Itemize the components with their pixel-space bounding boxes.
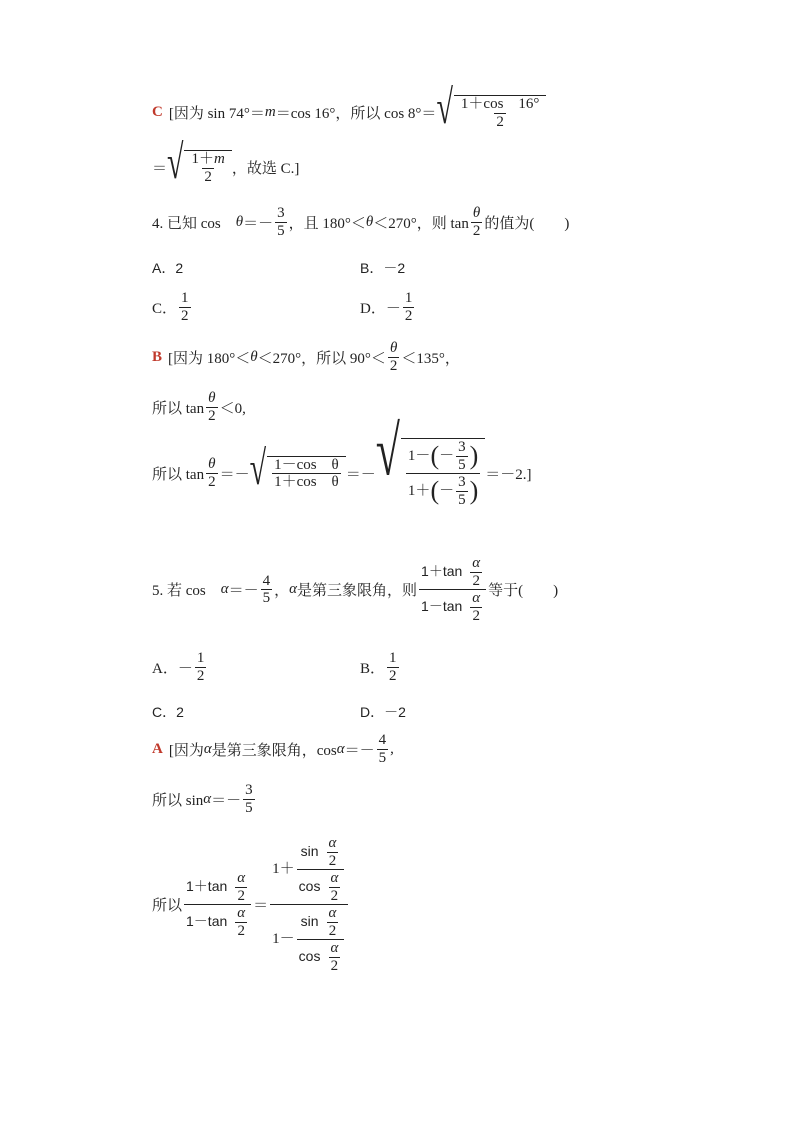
- var-theta: θ: [235, 213, 244, 230]
- text: ＝: [152, 161, 168, 177]
- q5-option-a: A．－ $\frac{1}{2}$: [152, 650, 205, 684]
- text: ，且 180°＜: [288, 215, 366, 232]
- question-4-stem: [152, 205, 569, 239]
- solution-5-line-2: 所以 sin α ＝－ $\frac{3}{5}$: [152, 782, 253, 816]
- q4-option-b: B．－2: [360, 260, 406, 276]
- solution-5-line-1: A [因为 α 是第三象限角，cos α ＝－ $\frac{4}{5}$ ,: [152, 732, 394, 766]
- numerator: 1＋cos 16°: [460, 96, 540, 112]
- text: 的值为( ): [484, 215, 570, 232]
- q5-option-b: B． $\frac{1}{2}$: [360, 650, 397, 684]
- var-theta: θ: [365, 213, 374, 230]
- var-m: m: [264, 104, 276, 120]
- answer-letter: C: [152, 104, 163, 120]
- q5-option-c: C．2: [152, 704, 184, 720]
- compound-fraction: 1＋ sin $\frac{\alpha}{2}$ cos $\frac{\alpha}{2}$ 1－ sin $\frac{\alpha}{2}$ cos $\frac{\alpha}{2}$: [270, 835, 348, 974]
- text: 4. 已知 cos: [152, 215, 236, 232]
- q4-option-d: D．－ $\frac{1}{2}$: [360, 290, 413, 324]
- q4-option-a: A．2: [152, 260, 184, 276]
- text: ＝cos 16°，所以 cos 8°＝: [275, 106, 437, 122]
- solution-3-line-2: [152, 136, 300, 190]
- q5-option-d: D．－2: [360, 704, 406, 720]
- fraction: $\frac{3}{5}$: [277, 205, 285, 239]
- text: ，故选 C.]: [231, 161, 300, 177]
- fraction: $\frac{\theta}{2}$: [472, 205, 481, 239]
- solution-4-line-3: 所以 tan $\frac{\theta}{2}$ ＝－ √ $\frac{\text{1－cos θ}}{\text{1＋cos θ}}$ ＝－ √ 1－ ( － $\frac{3}{5}$ ) 1＋ ( － $\frac{3}{5}$ ) ＝－2.]: [152, 412, 532, 508]
- question-5-stem: 5. 若 cos α ＝－ $\frac{4}{5}$ ， α 是第三象限角，则 1＋tan $\frac{\alpha}{2}$ 1－tan $\frac{\alpha}{2}$ 等于( ): [152, 555, 559, 624]
- denominator: 2: [204, 168, 212, 185]
- fraction: 1＋tan $\frac{\alpha}{2}$ 1－tan $\frac{\alpha}{2}$: [184, 870, 251, 939]
- denominator: 2: [496, 113, 504, 130]
- answer-letter: A: [152, 740, 163, 757]
- sqrt-expression: √ 1－ ( － $\frac{3}{5}$ ) 1＋ ( － $\frac{3}{5}$ ): [376, 438, 486, 508]
- answer-letter: B: [152, 348, 163, 365]
- solution-3-line-1: [152, 81, 546, 135]
- solution-4-line-2: 所以 tan $\frac{\theta}{2}$ ＜0,: [152, 390, 246, 424]
- solution-5-line-3: 所以 1＋tan $\frac{\alpha}{2}$ 1－tan $\frac{\alpha}{2}$ ＝ 1＋ sin $\frac{\alpha}{2}$ cos $\frac{\alpha}{2}$ 1－ sin $\frac{\alpha}{2}$ cos $\frac{\alpha}{2}$: [152, 835, 350, 974]
- q4-option-c: C． $\frac{1}{2}$: [152, 290, 189, 324]
- text: ＜270°，则 tan: [373, 215, 469, 232]
- sqrt-expression: √ $\frac{1+\cos 16^\circ}{2}$: [436, 95, 546, 130]
- sqrt-expression: √ $\frac{1+m}{2}$: [167, 150, 232, 185]
- sqrt-expression: √ $\frac{\text{1－cos θ}}{\text{1＋cos θ}}$: [250, 456, 346, 491]
- text: [因为 sin 74°＝: [168, 106, 265, 122]
- text: ＝－: [243, 215, 274, 232]
- numerator: 1＋m: [191, 151, 225, 167]
- fraction: 1＋tan $\frac{\alpha}{2}$ 1－tan $\frac{\alpha}{2}$: [419, 555, 486, 624]
- solution-4-line-1: B [因为 180°＜ θ ＜270°，所以 90°＜ $\frac{\theta}{2}$ ＜135°，: [152, 340, 460, 374]
